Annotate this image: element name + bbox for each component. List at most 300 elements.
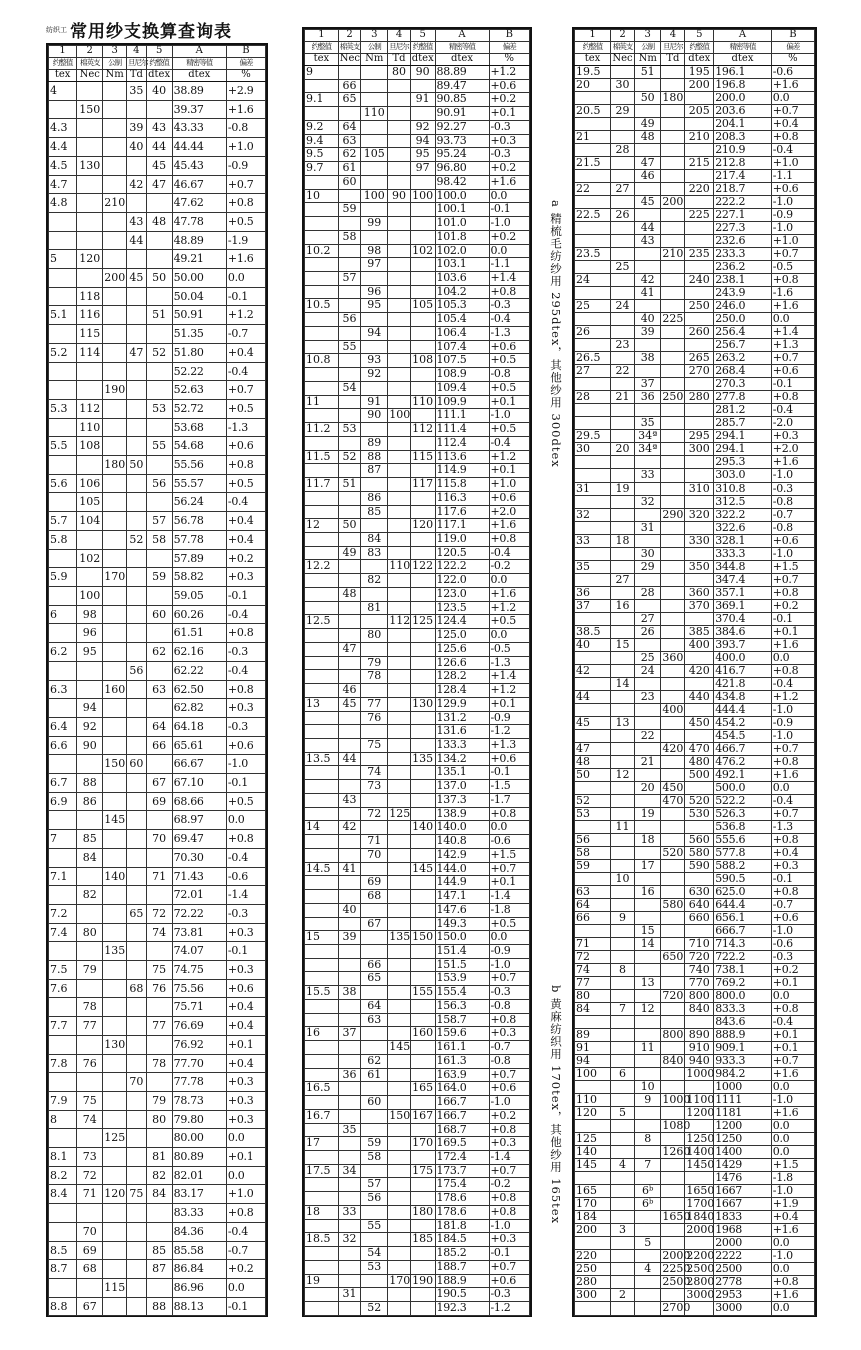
table-cell <box>305 340 339 354</box>
table-cell <box>305 107 339 121</box>
table-cell <box>49 886 77 905</box>
table-cell <box>338 670 361 684</box>
table-cell <box>305 793 339 807</box>
table-cell: 21.5 <box>575 157 611 170</box>
table-cell <box>127 1204 147 1223</box>
table-cell <box>103 1091 127 1110</box>
table-cell: 63 <box>361 1013 388 1027</box>
table-cell: 15 <box>305 931 339 945</box>
table-cell <box>361 725 388 739</box>
table-cell <box>127 1260 147 1279</box>
table-cell <box>611 742 635 755</box>
table-cell: +0.4 <box>226 343 265 362</box>
table-row <box>49 325 266 344</box>
table-cell: +0.5 <box>226 792 265 811</box>
table-cell: 63 <box>338 134 361 148</box>
table-cell <box>661 1003 685 1016</box>
table-cell: +1.4 <box>771 326 814 339</box>
table-cell: +1.6 <box>771 1224 814 1237</box>
table-cell <box>103 156 127 175</box>
table-row <box>305 1164 530 1178</box>
table-cell: 6 <box>49 605 77 624</box>
table-cell: 6ᵇ <box>635 1198 661 1211</box>
table-cell: +0.3 <box>226 1073 265 1092</box>
table-cell: +1.6 <box>771 300 814 313</box>
table-cell <box>338 1192 361 1206</box>
table-cell: 520 <box>662 845 684 859</box>
table-cell <box>635 677 661 690</box>
table-cell: 96.80 <box>435 162 489 176</box>
table-cell <box>361 313 388 327</box>
table-cell: -0.2 <box>489 560 530 574</box>
table-row <box>575 508 815 521</box>
table-row <box>305 876 530 890</box>
table-cell <box>305 766 339 780</box>
table-cell <box>611 794 635 807</box>
table-cell: 156.3 <box>435 999 489 1013</box>
table-cell <box>661 1224 685 1237</box>
table-cell: 74 <box>361 766 388 780</box>
table-row <box>305 162 530 176</box>
table-cell: 88 <box>146 1297 172 1316</box>
table-cell <box>611 248 635 261</box>
header-cell: 约整值 <box>575 42 611 54</box>
table-cell: 59 <box>338 203 361 217</box>
table-cell: 6.6 <box>49 736 77 755</box>
table-cell <box>611 404 635 417</box>
table-cell <box>410 1260 435 1274</box>
table-cell: 170 <box>575 1198 611 1211</box>
table-cell: 492.1 <box>714 768 772 781</box>
table-cell <box>388 148 411 162</box>
table-cell <box>410 807 435 821</box>
header-cell: 4 <box>388 30 411 42</box>
table-cell: 28 <box>575 391 611 404</box>
table-cell: 344.8 <box>714 560 772 573</box>
table-cell <box>685 144 714 157</box>
table-cell: 111.1 <box>435 409 489 423</box>
table-cell <box>361 66 388 80</box>
table-cell: 280 <box>685 391 714 404</box>
table-cell <box>410 436 435 450</box>
table-cell <box>661 612 685 625</box>
table-cell: 470 <box>662 793 684 807</box>
table-cell: 102 <box>412 243 434 257</box>
table-cell <box>410 587 435 601</box>
table-cell: 890 <box>685 1029 714 1042</box>
table-cell <box>305 1302 339 1316</box>
table-cell <box>685 339 714 352</box>
table-cell: -1.4 <box>489 1151 530 1165</box>
table-cell: 0.0 <box>771 92 814 105</box>
table-cell <box>361 862 388 876</box>
table-cell: 126.6 <box>435 656 489 670</box>
table-cell <box>611 1250 635 1263</box>
table-cell: 385 <box>685 625 714 638</box>
table-cell: 70 <box>127 1073 147 1092</box>
table-cell: 178.6 <box>435 1192 489 1206</box>
table-cell <box>685 118 714 131</box>
table-cell: 347.4 <box>714 573 772 586</box>
table-cell: +1.3 <box>771 339 814 352</box>
table-cell: 130 <box>412 696 434 710</box>
table-cell: 40 <box>575 638 611 651</box>
table-cell: 96 <box>77 624 103 643</box>
table-cell: +0.1 <box>489 876 530 890</box>
table-cell <box>661 833 685 846</box>
table-cell <box>77 194 103 213</box>
table-cell <box>305 1260 339 1274</box>
table-cell: 66 <box>146 736 172 755</box>
table-cell: -1.3 <box>489 326 530 340</box>
table-cell: 210 <box>662 247 684 261</box>
table-cell: 270.3 <box>714 378 772 391</box>
table-cell <box>635 768 661 781</box>
table-cell: -1.0 <box>771 469 814 482</box>
table-cell <box>388 478 411 492</box>
table-cell: 172.4 <box>435 1151 489 1165</box>
table-cell: +1.6 <box>771 456 814 469</box>
table-cell: 94 <box>410 134 435 148</box>
table-cell: +0.5 <box>226 399 265 418</box>
table-cell <box>146 1222 172 1241</box>
table-cell: 520 <box>685 794 714 807</box>
table-cell: 63 <box>146 680 172 699</box>
table-cell <box>611 1198 635 1211</box>
table-cell: 310.8 <box>714 482 772 495</box>
table-cell <box>146 1073 172 1092</box>
table-cell: 44 <box>575 690 611 703</box>
table-cell <box>305 601 339 615</box>
table-cell: -1.6 <box>771 287 814 300</box>
table-cell: -1.0 <box>771 729 814 742</box>
table-cell: 769.2 <box>714 977 772 990</box>
table-cell <box>103 399 127 418</box>
table-cell: 98.42 <box>435 175 489 189</box>
table-cell <box>685 404 714 417</box>
table-cell: 300 <box>575 1289 611 1302</box>
table-cell: 8.2 <box>49 1166 77 1185</box>
table-cell <box>305 326 339 340</box>
table-cell <box>410 368 435 382</box>
table-row <box>575 1016 815 1029</box>
table-row <box>575 157 815 170</box>
table-cell: +0.8 <box>489 1123 530 1137</box>
table-cell <box>410 890 435 904</box>
table-cell <box>635 1172 661 1185</box>
table-cell <box>635 872 661 885</box>
table-cell: 164.0 <box>435 1082 489 1096</box>
table-cell: 95.24 <box>435 148 489 162</box>
table-cell <box>77 381 103 400</box>
table-cell <box>49 624 77 643</box>
table-cell: 167 <box>412 1108 434 1122</box>
table-cell: 13 <box>635 977 661 990</box>
table-row <box>49 661 266 680</box>
table-cell: 39 <box>635 326 661 339</box>
table-cell <box>611 66 635 79</box>
table-row <box>305 780 530 794</box>
table-cell: 68 <box>361 890 388 904</box>
table-cell <box>685 235 714 248</box>
table-row <box>575 430 815 443</box>
table-cell: -0.1 <box>226 774 265 793</box>
table-cell <box>146 381 172 400</box>
header-cell: 约整值 <box>685 42 714 54</box>
table-cell <box>410 313 435 327</box>
table-cell: 100 <box>575 1068 611 1081</box>
table-cell: 117.6 <box>435 505 489 519</box>
table-cell: 79 <box>77 961 103 980</box>
table-cell: +1.6 <box>226 250 265 269</box>
table-cell: 369.1 <box>714 599 772 612</box>
table-cell: +0.6 <box>771 534 814 547</box>
table-cell: 243.9 <box>714 287 772 300</box>
table-cell <box>127 100 147 119</box>
table-cell: 31 <box>635 521 661 534</box>
table-cell: -2.0 <box>771 417 814 430</box>
table-cell <box>611 287 635 300</box>
table-cell <box>661 209 685 222</box>
table-row <box>49 212 266 231</box>
table-cell: 75 <box>146 961 172 980</box>
table-row <box>305 93 530 107</box>
table-cell <box>103 1110 127 1129</box>
footnote-b: b 黄麻纺织用 170tex，其他纱用 165tex <box>549 985 563 1225</box>
table-cell: -0.7 <box>226 1241 265 1260</box>
table-cell <box>127 923 147 942</box>
table-cell: 56 <box>146 474 172 493</box>
table-cell <box>146 1204 172 1223</box>
table-cell: 20 <box>575 79 611 92</box>
table-cell: -0.4 <box>226 1222 265 1241</box>
table-cell <box>410 848 435 862</box>
table-cell: 91 <box>410 93 435 107</box>
table-cell <box>388 1123 411 1137</box>
table-cell <box>338 876 361 890</box>
table-row <box>49 456 266 475</box>
table-cell: 93.73 <box>435 134 489 148</box>
table-cell: +1.5 <box>771 560 814 573</box>
table-cell <box>575 196 611 209</box>
table-cell <box>410 491 435 505</box>
table-row <box>305 711 530 725</box>
table-cell <box>685 677 714 690</box>
table-cell: 47 <box>127 343 147 362</box>
table-cell: 110 <box>575 1094 611 1107</box>
header-cell: tex <box>575 54 611 66</box>
table-cell <box>611 990 635 1003</box>
header-row-names <box>575 42 815 54</box>
table-row <box>575 638 815 651</box>
table-cell: 88.89 <box>435 66 489 80</box>
table-cell: 86.96 <box>172 1279 226 1298</box>
table-row <box>49 1017 266 1036</box>
table-row <box>575 925 815 938</box>
table-cell: 225 <box>662 312 684 326</box>
table-cell <box>410 972 435 986</box>
table-cell: 227.3 <box>714 222 772 235</box>
table-cell: 37 <box>338 1027 361 1041</box>
table-cell <box>305 258 339 272</box>
table-cell <box>361 1164 388 1178</box>
table-cell: 7 <box>635 1159 661 1172</box>
table-cell <box>575 170 611 183</box>
table-cell: 217.4 <box>714 170 772 183</box>
header-cell: 公制 <box>103 58 127 70</box>
table-cell: 58.82 <box>172 568 226 587</box>
table-row <box>575 1224 815 1237</box>
table-cell <box>410 738 435 752</box>
table-cell: 55.56 <box>172 456 226 475</box>
table-row <box>305 148 530 162</box>
table-cell <box>338 395 361 409</box>
table-row <box>575 846 815 859</box>
table-cell <box>388 505 411 519</box>
table-cell: 1260 <box>662 1145 691 1159</box>
table-cell: -0.3 <box>489 1288 530 1302</box>
table-cell <box>49 1279 77 1298</box>
table-cell: 26 <box>635 625 661 638</box>
table-cell <box>127 886 147 905</box>
table-cell <box>635 964 661 977</box>
table-cell <box>103 624 127 643</box>
table-row <box>49 399 266 418</box>
table-cell: 48 <box>575 755 611 768</box>
table-cell <box>49 848 77 867</box>
table-cell: 10.8 <box>305 354 339 368</box>
table-cell: +1.6 <box>226 100 265 119</box>
table-cell <box>661 1107 685 1120</box>
table-cell <box>635 846 661 859</box>
table-cell <box>361 381 388 395</box>
table-cell: 740 <box>685 964 714 977</box>
table-cell: 52.63 <box>172 381 226 400</box>
table-cell: 84 <box>146 1185 172 1204</box>
table-cell <box>49 998 77 1017</box>
table-cell: +0.5 <box>489 354 530 368</box>
table-cell: 93 <box>361 354 388 368</box>
table-cell: 44 <box>127 231 147 250</box>
table-cell <box>388 587 411 601</box>
table-cell: +1.6 <box>771 638 814 651</box>
table-cell <box>338 1151 361 1165</box>
table-row <box>49 1035 266 1054</box>
table-row <box>305 546 530 560</box>
table-cell <box>127 1091 147 1110</box>
table-cell: +1.4 <box>489 670 530 684</box>
table-row <box>49 605 266 624</box>
table-row <box>49 1110 266 1129</box>
table-cell: 14 <box>635 938 661 951</box>
table-cell: 135.1 <box>435 766 489 780</box>
table-cell: 104 <box>77 512 103 531</box>
table-cell: 0.0 <box>226 1129 265 1148</box>
table-cell: +1.6 <box>771 1289 814 1302</box>
table-cell <box>410 505 435 519</box>
table-cell: 64.18 <box>172 717 226 736</box>
table-cell <box>77 568 103 587</box>
table-cell <box>127 830 147 849</box>
table-cell <box>305 464 339 478</box>
table-cell <box>388 1233 411 1247</box>
table-cell <box>103 586 127 605</box>
table-cell <box>388 519 411 533</box>
table-cell: 13 <box>611 716 635 729</box>
table-cell: 125 <box>412 614 434 628</box>
table-cell <box>635 1224 661 1237</box>
table-cell <box>146 231 172 250</box>
table-cell: 62.22 <box>172 661 226 680</box>
table-cell <box>611 1276 635 1289</box>
table-cell: 4.3 <box>49 119 77 138</box>
header-cell: 3 <box>361 30 388 42</box>
table-cell <box>388 1151 411 1165</box>
table-cell <box>661 664 685 677</box>
table-cell <box>611 938 635 951</box>
table-row <box>575 755 815 768</box>
table-cell: 250 <box>575 1263 611 1276</box>
table-cell <box>575 521 611 534</box>
table-cell: 46 <box>338 684 361 698</box>
table-cell <box>410 203 435 217</box>
table-cell <box>127 1297 147 1316</box>
table-cell: 110 <box>361 107 388 121</box>
table-cell: 173.7 <box>435 1164 489 1178</box>
table-cell <box>361 79 388 93</box>
table-cell <box>49 549 77 568</box>
table-row <box>49 1260 266 1279</box>
table-cell: 180 <box>662 91 684 105</box>
table-cell: 108 <box>77 437 103 456</box>
table-cell: 59.05 <box>172 586 226 605</box>
header-cell: Nec <box>77 70 103 82</box>
table-cell <box>635 339 661 352</box>
table-cell <box>305 546 339 560</box>
table-cell: 23 <box>635 690 661 703</box>
table-cell: 15 <box>611 638 635 651</box>
table-cell: 27 <box>635 612 661 625</box>
table-cell: 9.2 <box>305 120 339 134</box>
table-cell <box>361 560 388 574</box>
table-cell <box>127 493 147 512</box>
table-cell <box>305 945 339 959</box>
header-cell: 2 <box>77 46 103 58</box>
table-row <box>305 752 530 766</box>
table-cell: -0.1 <box>489 1247 530 1261</box>
table-cell: 160 <box>412 1026 434 1040</box>
table-cell: 714.3 <box>714 938 772 951</box>
table-row <box>305 1027 530 1041</box>
table-cell: 260 <box>685 326 714 339</box>
table-cell: +1.6 <box>489 587 530 601</box>
table-cell: 660 <box>685 912 714 925</box>
table-cell <box>661 1042 685 1055</box>
table-cell <box>635 899 661 912</box>
table-row <box>575 1094 815 1107</box>
table-cell: 75 <box>361 738 388 752</box>
table-cell: 5.2 <box>49 343 77 362</box>
table-cell: +0.3 <box>226 961 265 980</box>
table-cell: 94 <box>575 1055 611 1068</box>
table-cell: 7 <box>611 1003 635 1016</box>
table-cell <box>338 972 361 986</box>
table-cell: 160 <box>103 680 127 699</box>
table-cell: 109.9 <box>435 395 489 409</box>
table-cell: 80.00 <box>172 1129 226 1148</box>
table-cell <box>305 285 339 299</box>
table-cell <box>338 326 361 340</box>
